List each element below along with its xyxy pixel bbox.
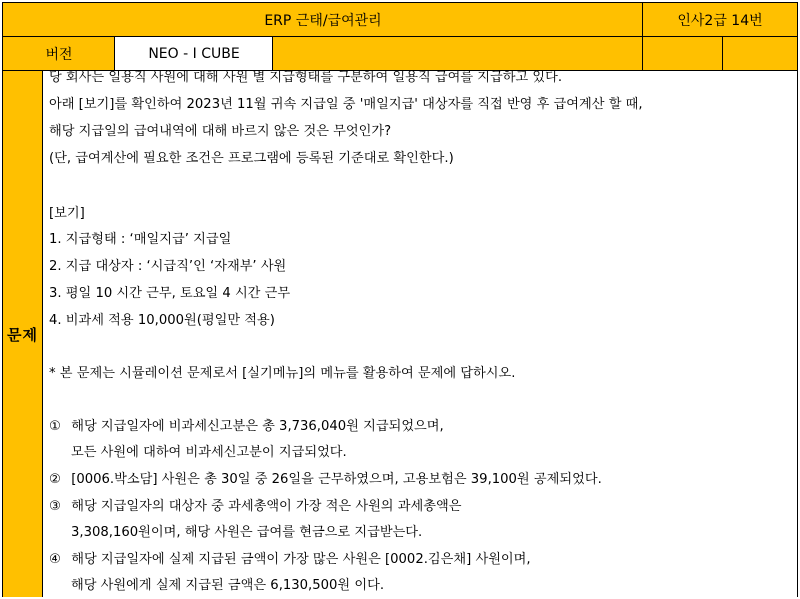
option-number: ③ <box>49 499 61 514</box>
question-line: 아래 [보기]를 확인하여 2023년 11월 귀속 지급일 중 '매일지급' 대상자를 직접 반영 후 급여계산 할 때, <box>49 97 643 112</box>
page-title: ERP 근태/급여관리 <box>264 13 382 29</box>
option-text: [0006.박소담] 사원은 총 30일 중 26일을 근무하였으며, 고용보험은 39,100원 공제되었다. <box>71 472 602 487</box>
option-1[interactable] <box>49 418 444 436</box>
question-code: 인사2급 14번 <box>677 13 763 29</box>
version-value-cell <box>114 36 274 72</box>
version-label-cell <box>2 36 116 72</box>
title-cell <box>2 2 644 38</box>
blank-cell-3 <box>722 36 798 72</box>
example-item: 4. 비과세 적용 10,000원(평일만 적용) <box>49 313 275 328</box>
option-4-continued: 해당 사원에게 실제 지급된 금액은 6,130,500원 이다. <box>71 578 385 593</box>
option-number: ② <box>49 472 61 487</box>
option-number: ① <box>49 419 61 434</box>
question-sheet <box>2 2 798 597</box>
question-line: (단, 급여계산에 필요한 조건은 프로그램에 등록된 기준대로 확인한다.) <box>49 151 454 166</box>
option-3[interactable] <box>49 498 461 516</box>
version-value: NEO - I CUBE <box>148 46 240 62</box>
option-number: ④ <box>49 552 61 567</box>
note-text: * 본 문제는 시뮬레이션 문제로서 [실기메뉴]의 메뉴를 활용하여 문제에 답하시오. <box>49 366 516 381</box>
example-item: 3. 평일 10 시간 근무, 토요일 4 시간 근무 <box>49 286 291 301</box>
option-text: 해당 지급일자의 대상자 중 과세총액이 가장 적은 사원의 과세총액은 <box>71 499 462 514</box>
option-4[interactable] <box>49 551 531 569</box>
blank-cell-2 <box>642 36 724 72</box>
option-text: 해당 지급일자에 실제 지급된 금액이 가장 많은 사원은 [0002.김은채] 사원이며, <box>71 552 531 567</box>
option-3-continued: 3,308,160원이며, 해당 사원은 급여를 현금으로 지급받는다. <box>71 525 423 540</box>
question-line: 당 회사는 일용직 사원에 대해 사원 별 지급형태를 구분하여 일용직 급여를 지급하고 있다. <box>49 70 563 85</box>
question-side-label <box>2 70 42 597</box>
side-label-text: 문제 <box>7 325 38 344</box>
version-label: 버전 <box>45 47 73 63</box>
question-body <box>42 70 798 597</box>
option-2[interactable] <box>49 471 602 489</box>
question-code-cell <box>642 2 798 38</box>
question-line: 해당 지급일의 급여내역에 대해 바르지 않은 것은 무엇인가? <box>49 124 392 139</box>
example-item: 2. 지급 대상자 : ‘시급직’인 ‘자재부’ 사원 <box>49 259 287 274</box>
option-1-continued: 모든 사원에 대하여 비과세신고분이 지급되었다. <box>71 445 347 460</box>
example-header: [보기] <box>49 206 85 221</box>
example-item: 1. 지급형태 : ‘매일지급’ 지급일 <box>49 232 232 247</box>
blank-cell-1 <box>272 36 644 72</box>
option-text: 해당 지급일자에 비과세신고분은 총 3,736,040원 지급되었으며, <box>71 419 444 434</box>
